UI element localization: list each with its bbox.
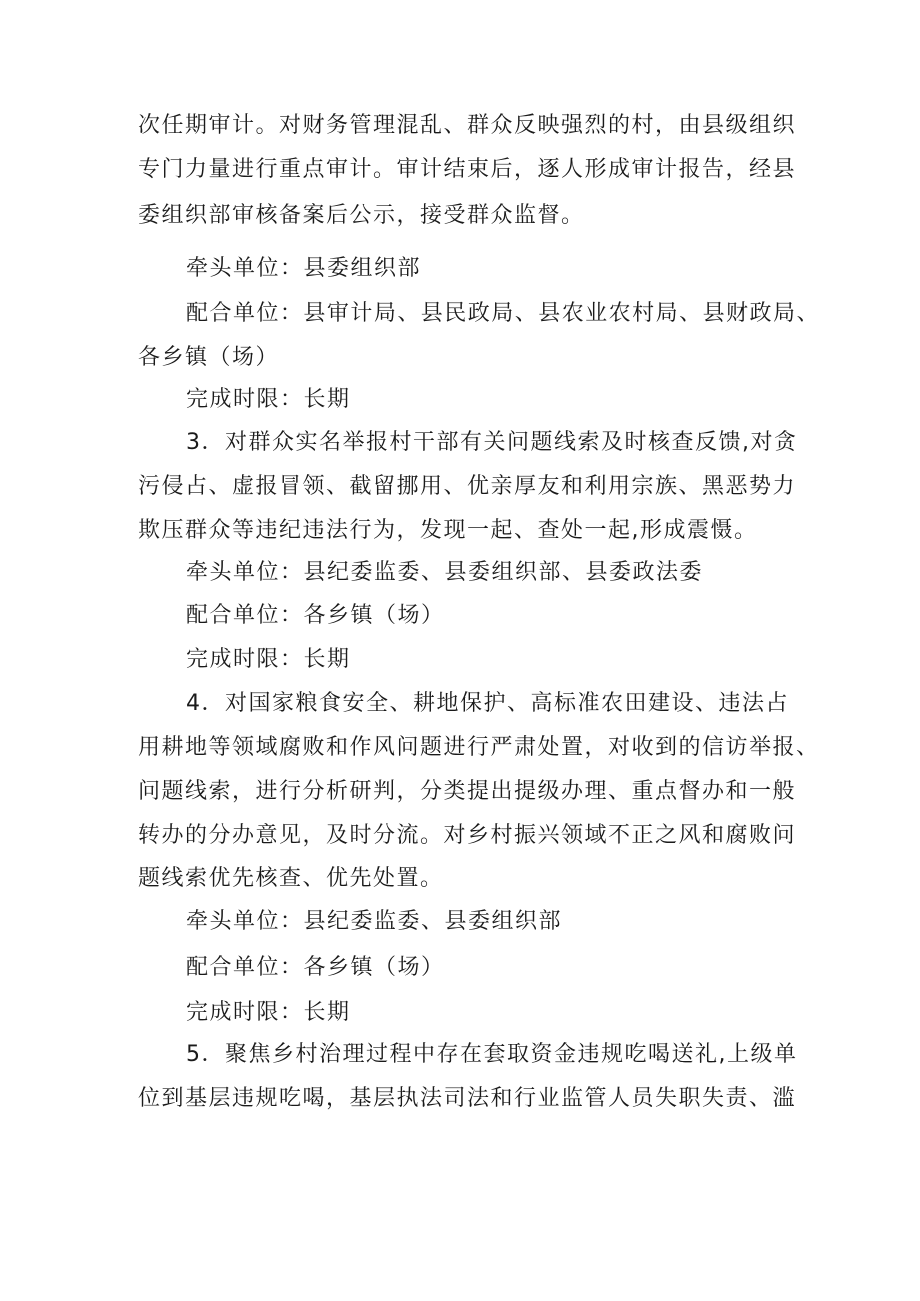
lead-unit-line bbox=[0, 553, 920, 593]
text-line-content: 牵头单位：县纪委监委、县委组织部 bbox=[186, 909, 563, 934]
deadline-line bbox=[0, 993, 920, 1033]
text-line-content: 题线索优先核查、优先处置。 bbox=[138, 866, 444, 891]
text-line-content: 配合单位：县审计局、县民政局、县农业农村局、县财政局、 bbox=[186, 301, 820, 326]
text-line-content: 完成时限：长期 bbox=[186, 387, 351, 412]
text-line-content: 完成时限：长期 bbox=[186, 647, 351, 672]
text-line-content: 转办的分办意见，及时分流。对乡村振兴领域不正之风和腐败问 bbox=[138, 823, 797, 848]
cooperating-unit-line bbox=[0, 948, 920, 988]
cooperating-unit-line bbox=[0, 294, 920, 334]
text-line-content: 完成时限：长期 bbox=[186, 1000, 351, 1025]
item-4-first-line bbox=[0, 684, 920, 724]
text-line-content: 欺压群众等违纪违法行为，发现一起、查处一起,形成震慑。 bbox=[138, 518, 758, 543]
text-line-content: 3．对群众实名举报村干部有关问题线索及时核查反馈,对贪 bbox=[186, 430, 798, 455]
text-line bbox=[0, 106, 920, 146]
text-line-content: 牵头单位：县委组织部 bbox=[186, 256, 422, 281]
text-line-content: 4．对国家粮食安全、耕地保护、高标准农田建设、违法占 bbox=[186, 691, 789, 716]
text-line-content: 污侵占、虚报冒领、截留挪用、优亲厚友和利用宗族、黑恶势力 bbox=[138, 474, 797, 499]
text-line bbox=[0, 859, 920, 899]
lead-unit-line bbox=[0, 902, 920, 942]
text-line-content: 次任期审计。对财务管理混乱、群众反映强烈的村，由县级组织 bbox=[138, 113, 797, 138]
text-line bbox=[0, 467, 920, 507]
text-line bbox=[0, 728, 920, 768]
text-line-content: 各乡镇（场） bbox=[138, 345, 280, 370]
text-line bbox=[0, 1079, 920, 1119]
text-line-content: 委组织部审核备案后公示，接受群众监督。 bbox=[138, 203, 585, 228]
text-line bbox=[0, 772, 920, 812]
text-line-content: 位到基层违规吃喝，基层执法司法和行业监管人员失职失责、滥 bbox=[138, 1086, 797, 1111]
text-line-content: 用耕地等领域腐败和作风问题进行严肃处置，对收到的信访举报、 bbox=[138, 735, 820, 760]
text-line bbox=[0, 150, 920, 190]
text-line-content: 牵头单位：县纪委监委、县委组织部、县委政法委 bbox=[186, 560, 704, 585]
cooperating-unit-line bbox=[0, 596, 920, 636]
text-line-content: 专门力量进行重点审计。审计结束后，逐人形成审计报告，经县 bbox=[138, 157, 797, 182]
item-3-first-line bbox=[0, 423, 920, 463]
text-line-content: 问题线索，进行分析研判，分类提出提级办理、重点督办和一般 bbox=[138, 779, 797, 804]
deadline-line bbox=[0, 380, 920, 420]
item-5-first-line bbox=[0, 1035, 920, 1075]
text-line-content: 5．聚焦乡村治理过程中存在套取资金违规吃喝送礼,上级单 bbox=[186, 1042, 798, 1067]
text-line bbox=[0, 816, 920, 856]
text-line-content: 配合单位：各乡镇（场） bbox=[186, 603, 445, 628]
text-line bbox=[0, 338, 920, 378]
lead-unit-line bbox=[0, 249, 920, 289]
deadline-line bbox=[0, 640, 920, 680]
text-line bbox=[0, 196, 920, 236]
text-line bbox=[0, 511, 920, 551]
text-line-content: 配合单位：各乡镇（场） bbox=[186, 955, 445, 980]
